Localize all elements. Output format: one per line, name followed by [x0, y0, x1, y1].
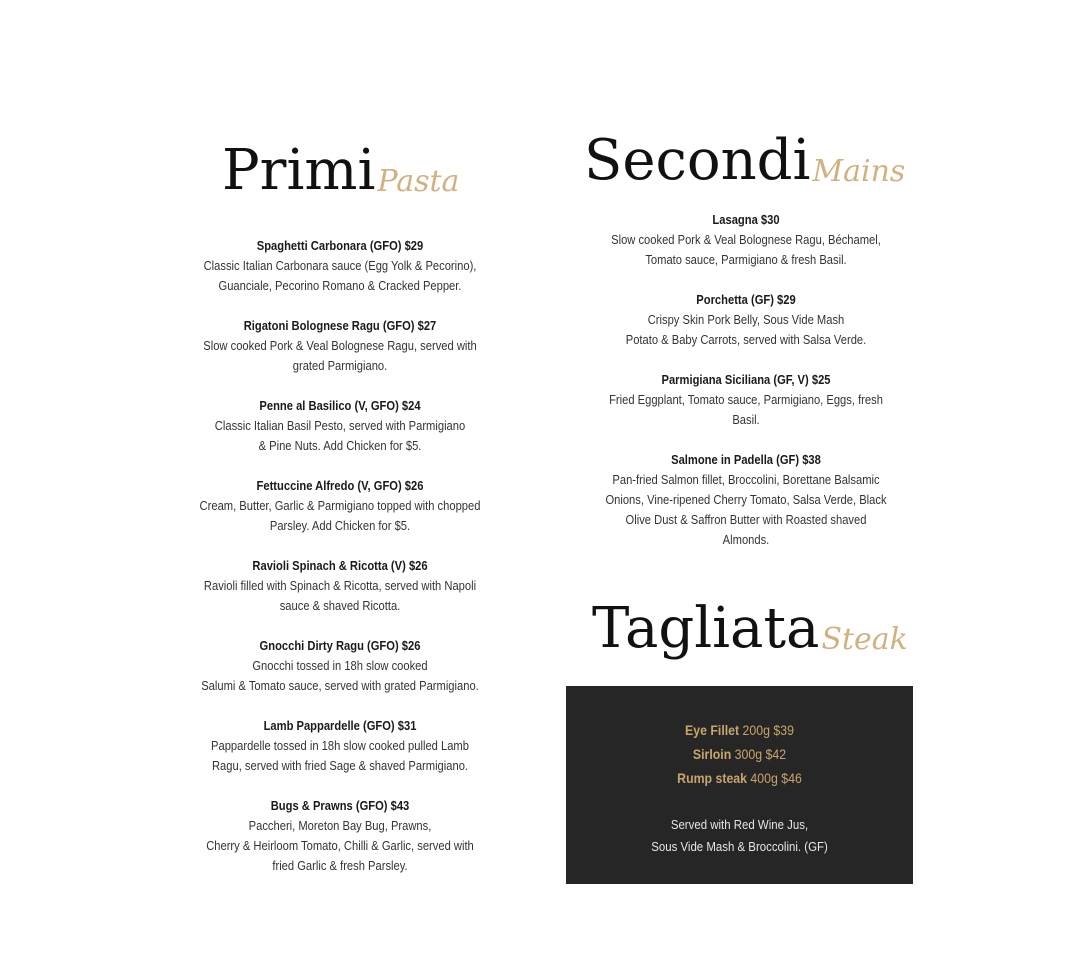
steak-cut-detail: 300g $42 — [734, 746, 787, 762]
steak-cut-name: Eye Fillet — [685, 722, 740, 738]
menu-item-description: Cream, Butter, Garlic & Parmigiano topped with chopped Parsley. Add Chicken for $5. — [199, 498, 481, 533]
menu-item-name: Ravioli Spinach & Ricotta (V) $26 — [252, 558, 428, 573]
menu-item-name: Penne al Basilico (V, GFO) $24 — [259, 398, 421, 413]
menu-item-description: Gnocchi tossed in 18h slow cooked Salumi & Tomato sauce, served with grated Parmigiano. — [201, 658, 479, 693]
steak-cut-detail: 200g $39 — [742, 722, 794, 738]
secondi-heading — [584, 128, 905, 193]
menu-item — [160, 476, 520, 536]
menu-item-description: Pan-fried Salmon fillet, Broccolini, Borettane Balsamic Onions, Vine-ripened Cherry Tomato, Salsa Verde, Black Olive Dust & Saffron Butter with Roasted shaved Almonds. — [605, 472, 887, 547]
menu-item — [160, 396, 520, 456]
menu-item-description: Slow cooked Pork & Veal Bolognese Ragu, served with grated Parmigiano. — [203, 338, 477, 373]
steak-cut-name: Sirloin — [692, 746, 732, 762]
menu-item — [566, 370, 926, 430]
tagliata-subtitle: Steak — [821, 622, 908, 657]
secondi-title: Secondi — [584, 128, 811, 193]
menu-item — [160, 716, 520, 776]
menu-item — [566, 290, 926, 350]
tagliata-heading — [592, 596, 908, 661]
menu-item-name: Lasagna $30 — [712, 212, 780, 227]
menu-item — [566, 450, 926, 550]
menu-item-name: Parmigiana Siciliana (GF, V) $25 — [661, 372, 831, 387]
menu-item-name: Gnocchi Dirty Ragu (GFO) $26 — [259, 638, 421, 653]
steak-cut-detail: 400g $46 — [750, 770, 802, 786]
primi-subtitle: Pasta — [377, 164, 460, 199]
secondi-menu-list — [566, 210, 926, 570]
menu-item — [160, 556, 520, 616]
primi-menu-list — [160, 236, 520, 896]
menu-item-description: Pappardelle tossed in 18h slow cooked pulled Lamb Ragu, served with fried Sage & shaved Parmigiano. — [211, 738, 469, 773]
steak-note-line: Served with Red Wine Jus, — [670, 817, 809, 832]
menu-item — [566, 210, 926, 270]
steak-cut-name: Rump steak — [677, 770, 748, 786]
steak-option — [587, 766, 892, 790]
menu-item — [160, 796, 520, 876]
steak-serving-note — [587, 814, 892, 858]
menu-item-description: Classic Italian Carbonara sauce (Egg Yolk & Pecorino), Guanciale, Pecorino Romano & Cracked Pepper. — [203, 258, 477, 293]
secondi-subtitle: Mains — [812, 154, 906, 189]
menu-item-name: Porchetta (GF) $29 — [696, 292, 796, 307]
menu-item-description: Crispy Skin Pork Belly, Sous Vide Mash Potato & Baby Carrots, served with Salsa Verde. — [625, 312, 867, 347]
menu-item — [160, 316, 520, 376]
menu-item-name: Lamb Pappardelle (GFO) $31 — [263, 718, 417, 733]
menu-item-description: Paccheri, Moreton Bay Bug, Prawns, Cherry & Heirloom Tomato, Chilli & Garlic, served with fried Garlic & fresh Parsley. — [206, 818, 474, 873]
steak-option — [587, 718, 892, 742]
steak-note-line: Sous Vide Mash & Broccolini. (GF) — [651, 839, 828, 854]
menu-item-description: Ravioli filled with Spinach & Ricotta, served with Napoli sauce & shaved Ricotta. — [203, 578, 477, 613]
menu-item-name: Salmone in Padella (GF) $38 — [671, 452, 821, 467]
primi-title: Primi — [222, 138, 376, 203]
steak-panel — [566, 686, 913, 884]
steak-option — [587, 742, 892, 766]
menu-item-description: Fried Eggplant, Tomato sauce, Parmigiano, Eggs, fresh Basil. — [609, 392, 883, 427]
menu-item-name: Bugs & Prawns (GFO) $43 — [270, 798, 410, 813]
menu-item-description: Slow cooked Pork & Veal Bolognese Ragu, Béchamel, Tomato sauce, Parmigiano & fresh Basil. — [611, 232, 881, 267]
menu-item — [160, 236, 520, 296]
menu-item-name: Fettuccine Alfredo (V, GFO) $26 — [256, 478, 424, 493]
menu-item-name: Spaghetti Carbonara (GFO) $29 — [256, 238, 424, 253]
menu-item — [160, 636, 520, 696]
menu-item-description: Classic Italian Basil Pesto, served with Parmigiano & Pine Nuts. Add Chicken for $5. — [214, 418, 466, 453]
menu-item-name: Rigatoni Bolognese Ragu (GFO) $27 — [243, 318, 437, 333]
tagliata-title: Tagliata — [592, 596, 820, 661]
primi-heading — [222, 138, 459, 203]
